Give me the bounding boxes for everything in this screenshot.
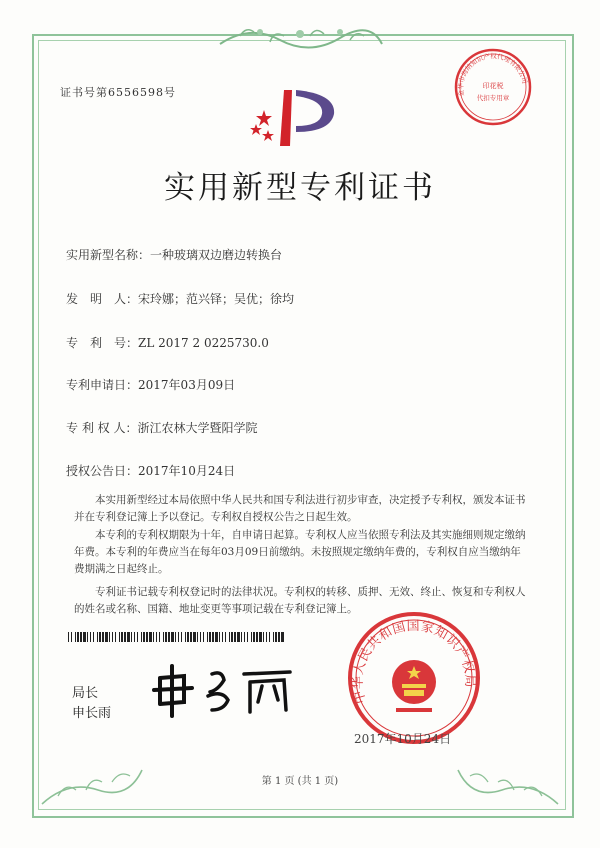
seal-date: 2017年10月24日 xyxy=(354,732,452,746)
field-label: 专 利 权 人： xyxy=(66,421,138,435)
field-value: 2017年10月24日 xyxy=(138,464,236,478)
field-label: 发 明 人： xyxy=(66,292,139,306)
field-value: 一种玻璃双边磨边转换台 xyxy=(150,248,283,262)
director-signature-icon xyxy=(150,660,300,720)
signature-name: 申长雨 xyxy=(72,706,112,721)
field-patentee xyxy=(66,419,257,436)
field-label: 授权公告日： xyxy=(66,464,139,478)
field-application-date xyxy=(66,376,235,393)
field-patent-number xyxy=(66,334,269,351)
body-paragraph: 本实用新型经过本局依照中华人民共和国专利法进行初步审查，决定授予专利权，颁发本证书并在专利登记簿上予以登记。专利权自授权公告之日起生效。 xyxy=(74,494,526,523)
patent-office-emblem-icon xyxy=(244,80,344,150)
field-utility-model-name xyxy=(66,246,282,263)
certificate-body xyxy=(74,492,530,619)
field-value: 宋玲娜；范兴铎；吴优；徐均 xyxy=(138,292,295,306)
certificate-title: 实用新型专利证书 xyxy=(164,170,436,206)
national-ip-office-seal-icon xyxy=(346,610,482,746)
field-label: 专利申请日： xyxy=(66,378,139,392)
svg-text:印花税: 印花税 xyxy=(482,82,504,90)
certificate-number: 证书号第6556598号 xyxy=(60,86,176,99)
svg-text:中华人民共和国国家知识产权局: 中华人民共和国国家知识产权局 xyxy=(350,618,478,706)
field-value: ZL 2017 2 0225730.0 xyxy=(138,336,269,350)
signature-title: 局长 xyxy=(72,686,99,701)
field-label: 实用新型名称： xyxy=(66,248,151,262)
svg-text:金华市海纳知识产权代理有限公司: 金华市海纳知识产权代理有限公司 xyxy=(456,52,529,98)
svg-text:代扣专用章: 代扣专用章 xyxy=(476,94,510,102)
agency-tax-seal-icon xyxy=(452,46,534,128)
field-inventors xyxy=(66,290,294,307)
field-grant-date xyxy=(66,462,235,479)
field-value: 浙江农林大学暨阳学院 xyxy=(137,421,258,435)
body-paragraph: 专利证书记载专利权登记时的法律状况。专利权的转移、质押、无效、终止、恢复和专利权人的姓名或名称、国籍、地址变更等事项记载在专利登记簿上。 xyxy=(74,586,526,615)
barcode-icon xyxy=(68,632,284,642)
body-paragraph: 本专利的专利权期限为十年，自申请日起算。专利权人应当依照专利法及其实施细则规定缴纳年费。本专利的年费应当在每年03月09日前缴纳。未按照规定缴纳年费的，专利权自应当缴纳年费期满之日起终止。 xyxy=(74,529,526,575)
field-label: 专 利 号： xyxy=(66,336,139,350)
top-vine-ornament xyxy=(210,22,390,52)
field-value: 2017年03月09日 xyxy=(138,378,236,392)
page-number: 第 1 页 (共 1 页) xyxy=(261,776,339,787)
